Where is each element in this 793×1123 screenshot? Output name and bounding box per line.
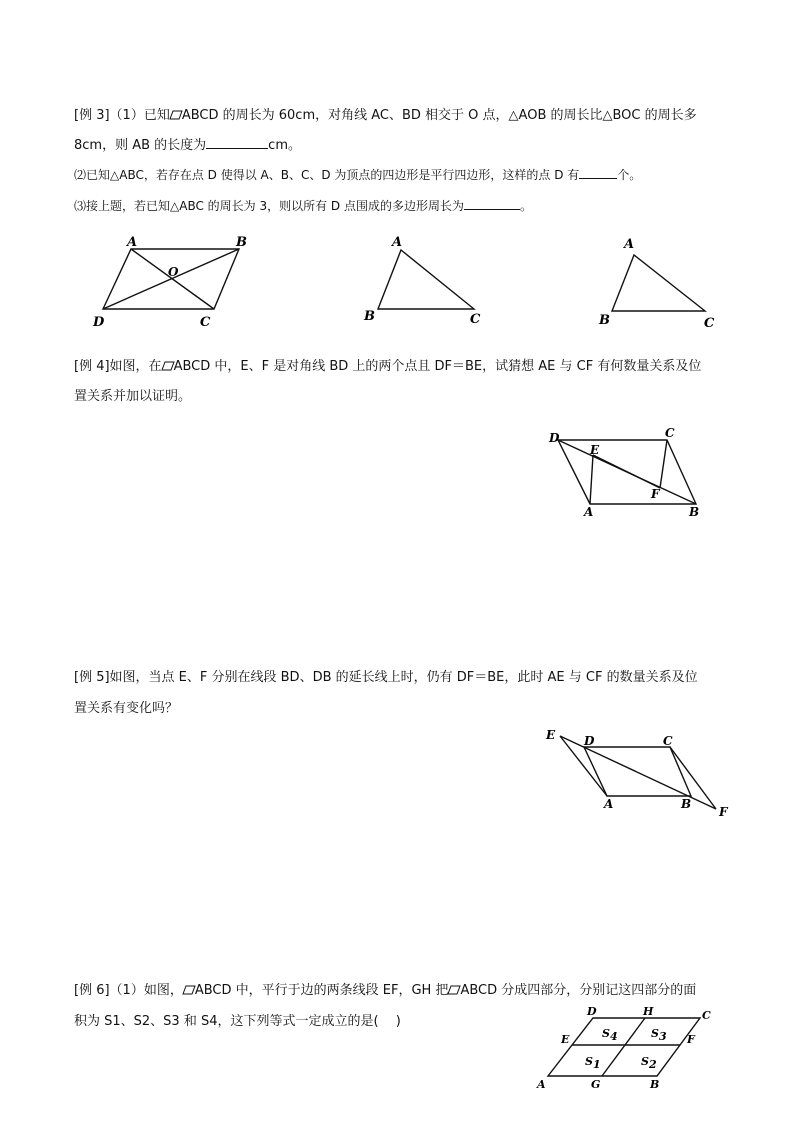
label-c: C bbox=[704, 316, 715, 331]
label-b: B bbox=[689, 505, 700, 519]
label-d: D bbox=[549, 431, 560, 445]
figure-parallelogram-abcd bbox=[88, 232, 263, 332]
ex4-text-2: 置关系并加以证明。 bbox=[74, 389, 192, 404]
ex6-line-2 bbox=[74, 1010, 401, 1029]
label-s2: S2 bbox=[641, 1055, 657, 1071]
ex4-text-1a: [例 4]如图，在 bbox=[74, 359, 162, 374]
label-b: B bbox=[236, 235, 247, 250]
figure-triangle-abc-2 bbox=[594, 233, 724, 333]
label-o: O bbox=[168, 265, 179, 279]
parallelogram-shape bbox=[103, 249, 239, 309]
label-d: D bbox=[584, 734, 595, 748]
label-a: A bbox=[604, 797, 614, 811]
triangle-shape bbox=[612, 255, 705, 311]
label-e: E bbox=[546, 728, 556, 742]
figure-triangle-abc-1 bbox=[360, 230, 490, 330]
label-d: D bbox=[93, 315, 105, 330]
label-c: C bbox=[702, 1009, 711, 1022]
ex3-line-1 bbox=[74, 104, 697, 123]
label-f: F bbox=[651, 487, 660, 501]
label-c: C bbox=[665, 426, 675, 440]
ex3-text-3b: 个。 bbox=[617, 168, 642, 182]
label-s3: S3 bbox=[651, 1027, 667, 1043]
label-c: C bbox=[470, 312, 481, 327]
answer-blank-count[interactable] bbox=[579, 167, 617, 179]
ex3-text-1a: [例 3]（1）已知 bbox=[74, 108, 170, 123]
label-b: B bbox=[650, 1078, 660, 1091]
label-a: A bbox=[537, 1078, 546, 1091]
label-a: A bbox=[127, 235, 138, 250]
label-a: A bbox=[584, 505, 594, 519]
label-h: H bbox=[643, 1005, 654, 1018]
ex6-text-1c: ABCD 分成四部分，分别记这四部分的面 bbox=[460, 983, 697, 998]
parallelogram-shape bbox=[548, 1018, 700, 1076]
ex6-text-2: 积为 S1、S2、S3 和 S4，这下列等式一定成立的是( ) bbox=[74, 1014, 401, 1029]
parallelogram-symbol-icon bbox=[170, 110, 182, 120]
ex3-text-3a: ⑵已知△ABC，若存在点 D 使得以 A、B、C、D 为顶点的四边形是平行四边形，这样的点 D 有 bbox=[74, 168, 580, 182]
answer-blank-perimeter[interactable] bbox=[464, 198, 520, 210]
ex3-text-2b: cm。 bbox=[268, 138, 301, 153]
ex6-text-1b: ABCD 中，平行于边的两条线段 EF，GH 把 bbox=[194, 983, 449, 998]
ex3-text-4a: ⑶接上题，若已知△ABC 的周长为 3，则以所有 D 点围成的多边形周长为 bbox=[74, 199, 464, 213]
label-e: E bbox=[561, 1033, 570, 1046]
parallelogram-symbol-icon bbox=[448, 985, 460, 995]
triangle-shape bbox=[378, 250, 474, 309]
parallelogram-shape bbox=[558, 440, 696, 504]
answer-blank-ab[interactable] bbox=[206, 137, 268, 149]
ex4-text-1b: ABCD 中，E、F 是对角线 BD 上的两个点且 DF＝BE，试猜想 AE 与 CF 有何数量关系及位 bbox=[173, 359, 702, 374]
label-s1: S1 bbox=[585, 1055, 601, 1071]
label-c: C bbox=[200, 315, 211, 330]
figure-parallelogram-ef-inside bbox=[545, 424, 715, 524]
ex3-text-1b: ABCD 的周长为 60cm，对角线 AC、BD 相交于 O 点，△AOB 的周长比△BOC 的周长多 bbox=[181, 108, 697, 123]
label-s4: S4 bbox=[602, 1027, 618, 1043]
ex5-text-1: [例 5]如图，当点 E、F 分别在线段 BD、DB 的延长线上时，仍有 DF＝BE，此时 AE 与 CF 的数量关系及位 bbox=[74, 670, 698, 685]
ex4-line-1 bbox=[74, 355, 701, 374]
label-b: B bbox=[364, 309, 375, 324]
ex6-line-1 bbox=[74, 979, 696, 998]
label-f: F bbox=[687, 1033, 695, 1046]
label-b: B bbox=[599, 313, 610, 328]
parallelogram-symbol-icon bbox=[183, 985, 195, 995]
label-d: D bbox=[587, 1005, 597, 1018]
label-b: B bbox=[681, 797, 692, 811]
figure-parallelogram-four-parts bbox=[530, 1002, 720, 1102]
ex5-line-1 bbox=[74, 666, 698, 685]
figure-parallelogram-ef-extended bbox=[540, 724, 740, 824]
ex3-line-2 bbox=[74, 134, 301, 153]
label-a: A bbox=[624, 237, 635, 252]
ex3-text-2a: 8cm，则 AB 的长度为 bbox=[74, 138, 207, 153]
label-e: E bbox=[590, 443, 600, 457]
ex3-text-4b: 。 bbox=[519, 199, 532, 213]
label-g: G bbox=[591, 1078, 601, 1091]
ex3-line-4 bbox=[74, 197, 532, 214]
parallelogram-symbol-icon bbox=[162, 361, 174, 371]
ex5-line-2 bbox=[74, 697, 178, 716]
ex5-text-2: 置关系有变化吗？ bbox=[74, 701, 179, 716]
label-a: A bbox=[392, 235, 403, 250]
label-c: C bbox=[663, 734, 673, 748]
ex3-line-3 bbox=[74, 166, 641, 183]
ex6-text-1a: [例 6]（1）如图， bbox=[74, 983, 183, 998]
label-f: F bbox=[719, 805, 728, 819]
ex4-line-2 bbox=[74, 385, 191, 404]
